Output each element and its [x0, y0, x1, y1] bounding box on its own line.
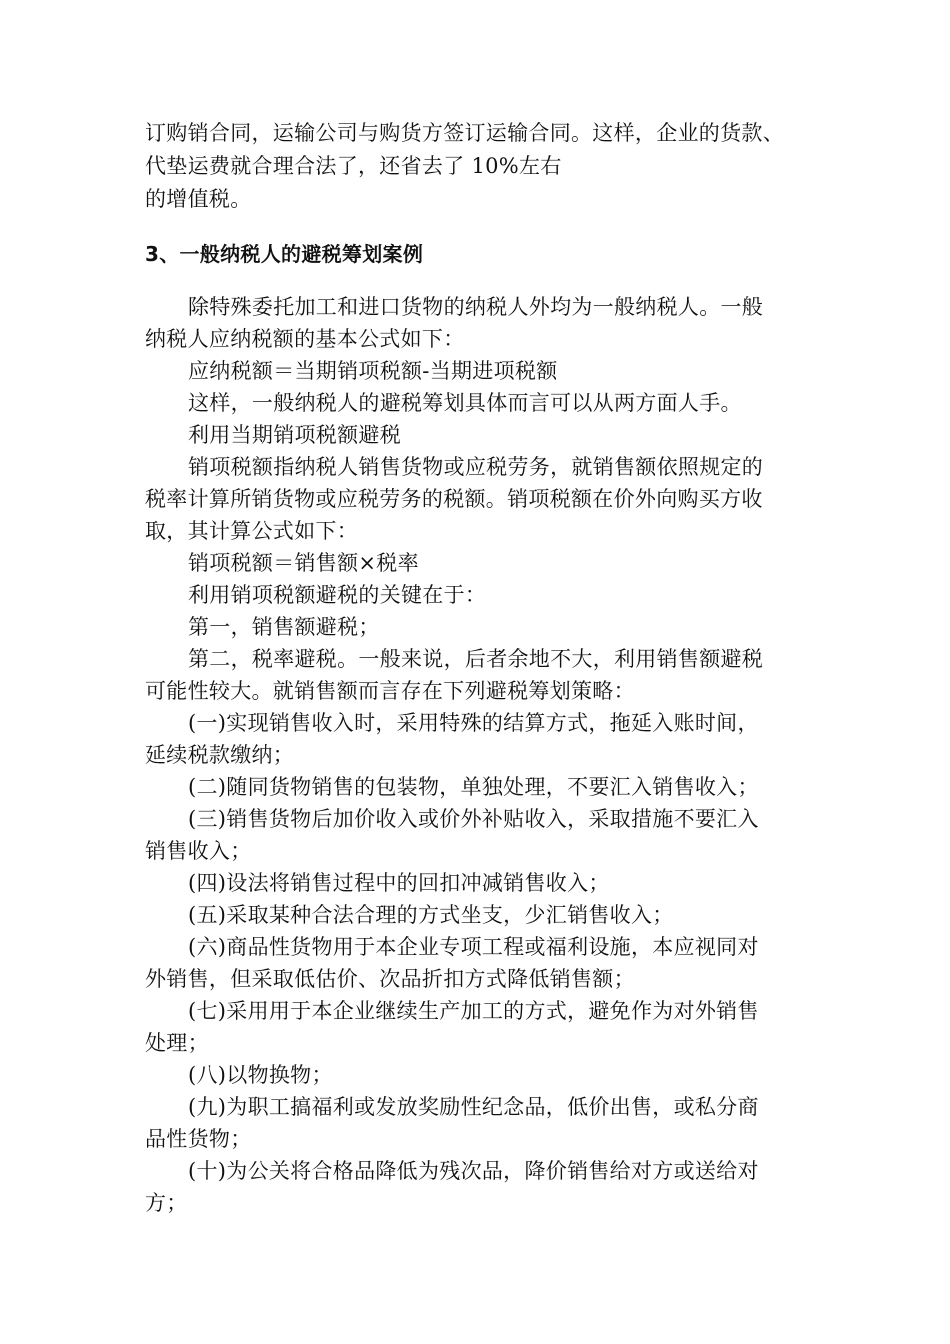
intro-line-3: 的增值税。 — [145, 187, 252, 211]
list-item-5: (五)采取某种合法合理的方式坐支，少汇销售收入； — [188, 903, 674, 927]
list-item-7-line-2: 处理； — [145, 1031, 209, 1055]
paragraph-6: 第一，销售额避税； — [188, 615, 380, 639]
list-item-3-line-2: 销售收入； — [145, 839, 252, 863]
paragraph-1-line-2: 纳税人应纳税额的基本公式如下： — [145, 327, 465, 351]
list-item-7-line-1: (七)采用用于本企业继续生产加工的方式，避免作为对外销售 — [188, 999, 759, 1023]
list-item-10-line-2: 方； — [145, 1191, 188, 1215]
list-item-10-line-1: (十)为公关将合格品降低为残次品，降价销售给对方或送给对 — [188, 1159, 759, 1183]
paragraph-7-line-1: 第二，税率避税。一般来说，后者余地不大，利用销售额避税 — [188, 647, 764, 671]
list-item-6-line-1: (六)商品性货物用于本企业专项工程或福利设施，本应视同对 — [188, 935, 759, 959]
list-item-1-line-1: (一)实现销售收入时，采用特殊的结算方式，拖延入账时间， — [188, 711, 759, 735]
section-heading: 3、一般纳税人的避税筹划案例 — [145, 242, 424, 266]
list-item-3-line-1: (三)销售货物后加价收入或价外补贴收入，采取措施不要汇入 — [188, 807, 759, 831]
paragraph-1-line-1: 除特殊委托加工和进口货物的纳税人外均为一般纳税人。一般 — [188, 295, 764, 319]
list-item-6-line-2: 外销售，但采取低估价、次品折扣方式降低销售额； — [145, 967, 635, 991]
list-item-2: (二)随同货物销售的包装物，单独处理，不要汇入销售收入； — [188, 775, 759, 799]
list-item-9-line-1: (九)为职工搞福利或发放奖励性纪念品，低价出售，或私分商 — [188, 1095, 759, 1119]
paragraph-7-line-2: 可能性较大。就销售额而言存在下列避税筹划策略： — [145, 679, 635, 703]
list-item-4: (四)设法将销售过程中的回扣冲减销售收入； — [188, 871, 610, 895]
paragraph-3: 利用当期销项税额避税 — [188, 423, 401, 447]
paragraph-2: 这样，一般纳税人的避税筹划具体而言可以从两方面人手。 — [188, 391, 742, 415]
paragraph-4-line-2: 税率计算所销货物或应税劳务的税额。销项税额在价外向购买方收 — [145, 487, 763, 511]
formula-output-tax: 销项税额＝销售额×税率 — [188, 551, 419, 575]
formula-tax-payable: 应纳税额＝当期销项税额-当期进项税额 — [188, 359, 558, 383]
intro-line-2: 代垫运费就合理合法了，还省去了 10%左右 — [145, 154, 562, 178]
intro-line-1: 订购销合同，运输公司与购货方签订运输合同。这样，企业的货款、 — [145, 121, 784, 145]
list-item-9-line-2: 品性货物； — [145, 1127, 252, 1151]
list-item-1-line-2: 延续税款缴纳； — [145, 743, 295, 767]
paragraph-4-line-1: 销项税额指纳税人销售货物或应税劳务，就销售额依照规定的 — [188, 455, 764, 479]
paragraph-4-line-3: 取，其计算公式如下： — [145, 519, 358, 543]
paragraph-5: 利用销项税额避税的关键在于： — [188, 583, 487, 607]
list-item-8: (八)以物换物； — [188, 1063, 333, 1087]
